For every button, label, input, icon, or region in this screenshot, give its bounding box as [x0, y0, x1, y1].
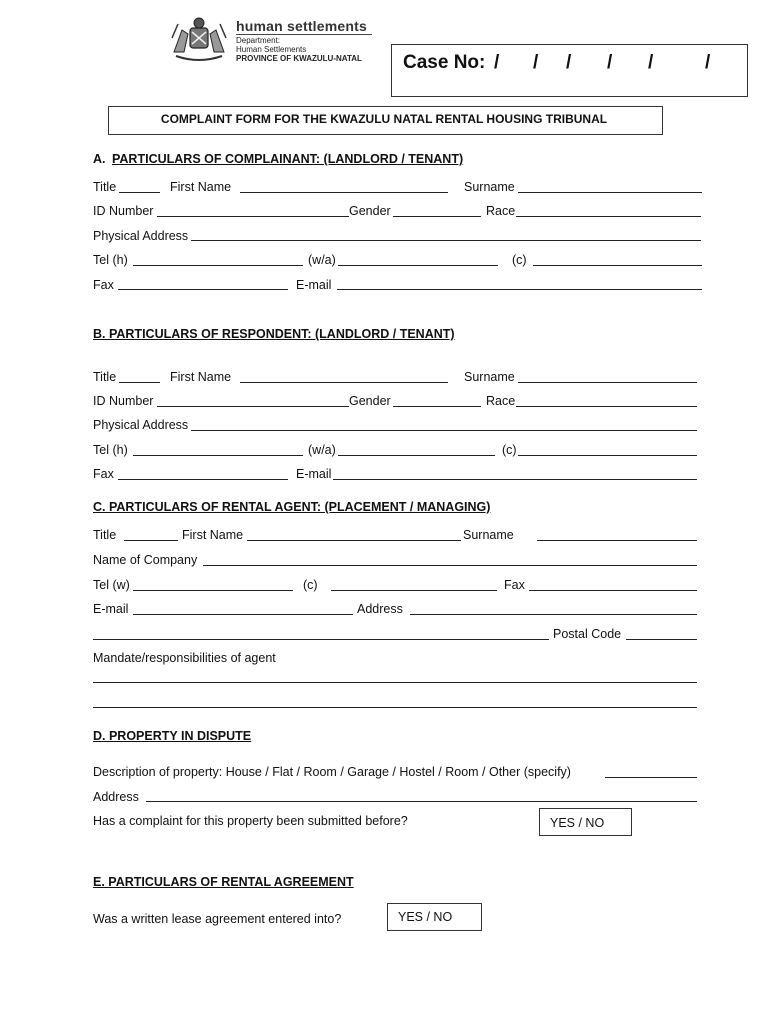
c-fax-field[interactable]	[529, 590, 697, 591]
section-a-prefix: A.	[93, 152, 106, 166]
c-company-field[interactable]	[203, 565, 697, 566]
a-gender-label: Gender	[349, 204, 391, 218]
c-title-field[interactable]	[124, 540, 178, 541]
case-slash-1: /	[494, 52, 500, 73]
b-physical-address-label: Physical Address	[93, 418, 189, 432]
c-fax-label: Fax	[504, 578, 525, 592]
d-description-field[interactable]	[605, 777, 697, 778]
case-slash-5: /	[648, 52, 654, 73]
b-tel-c-field[interactable]	[518, 455, 697, 456]
a-surname-field[interactable]	[518, 192, 702, 193]
c-email-label: E-mail	[93, 602, 129, 616]
d-description-label: Description of property: House / Flat / Room / Garage / Hostel / Room / Other (specify)	[93, 765, 571, 779]
a-first-name-label: First Name	[170, 180, 232, 194]
case-number-label: Case No:	[403, 52, 486, 73]
c-surname-field[interactable]	[537, 540, 697, 541]
c-first-name-field[interactable]	[247, 540, 461, 541]
c-title-label: Title	[93, 528, 117, 542]
c-address-field[interactable]	[410, 614, 697, 615]
a-tel-h-field[interactable]	[133, 265, 303, 266]
c-email-field[interactable]	[133, 614, 353, 615]
logo-department-name: Human Settlements	[236, 45, 307, 54]
b-fax-label: Fax	[93, 467, 114, 481]
b-id-number-label: ID Number	[93, 394, 154, 408]
logo-divider	[236, 34, 372, 35]
b-email-field[interactable]	[333, 479, 697, 480]
c-company-label: Name of Company	[93, 553, 198, 567]
case-slash-6: /	[705, 52, 711, 73]
a-physical-address-field[interactable]	[191, 240, 701, 241]
b-first-name-label: First Name	[170, 370, 232, 384]
c-tel-w-label: Tel (w)	[93, 578, 130, 592]
a-fax-field[interactable]	[118, 289, 288, 290]
c-address-line-2[interactable]	[93, 639, 549, 640]
a-tel-c-label: (c)	[512, 253, 527, 267]
b-tel-wa-label: (w/a)	[308, 443, 336, 457]
a-id-number-label: ID Number	[93, 204, 154, 218]
a-race-label: Race	[486, 204, 516, 218]
logo-department-label: Department:	[236, 36, 281, 45]
b-title-label: Title	[93, 370, 117, 384]
b-tel-h-label: Tel (h)	[93, 443, 128, 457]
form-title: COMPLAINT FORM FOR THE KWAZULU NATAL RENTAL HOUSING TRIBUNAL	[160, 112, 608, 126]
case-slash-4: /	[607, 52, 613, 73]
c-tel-w-field[interactable]	[133, 590, 293, 591]
a-tel-h-label: Tel (h)	[93, 253, 128, 267]
case-slash-3: /	[566, 52, 572, 73]
b-tel-wa-field[interactable]	[338, 455, 495, 456]
c-postal-code-label: Postal Code	[553, 627, 622, 641]
section-e-heading: E. PARTICULARS OF RENTAL AGREEMENT	[93, 875, 354, 889]
a-title-label: Title	[93, 180, 117, 194]
a-fax-label: Fax	[93, 278, 114, 292]
b-fax-field[interactable]	[118, 479, 288, 480]
c-address-label: Address	[357, 602, 403, 616]
section-c-heading: C. PARTICULARS OF RENTAL AGENT: (PLACEMENT / MANAGING)	[93, 500, 491, 514]
b-first-name-field[interactable]	[240, 382, 448, 383]
e-lease-question: Was a written lease agreement entered into?	[93, 912, 342, 926]
a-race-field[interactable]	[516, 216, 701, 217]
a-id-number-field[interactable]	[157, 216, 349, 217]
d-yes-no-option: YES / NO	[550, 816, 605, 830]
d-previous-complaint-question: Has a complaint for this property been submitted before?	[93, 814, 408, 828]
a-physical-address-label: Physical Address	[93, 229, 189, 243]
section-d-heading: D. PROPERTY IN DISPUTE	[93, 729, 252, 743]
c-tel-c-field[interactable]	[331, 590, 497, 591]
b-tel-c-label: (c)	[502, 443, 517, 457]
b-gender-field[interactable]	[393, 406, 481, 407]
b-race-label: Race	[486, 394, 516, 408]
a-email-field[interactable]	[337, 289, 702, 290]
b-gender-label: Gender	[349, 394, 391, 408]
b-physical-address-field[interactable]	[191, 430, 697, 431]
case-slash-2: /	[533, 52, 539, 73]
logo-province: PROVINCE OF KWAZULU-NATAL	[236, 54, 362, 63]
d-address-field[interactable]	[146, 801, 697, 802]
b-title-field[interactable]	[119, 382, 160, 383]
a-gender-field[interactable]	[393, 216, 481, 217]
a-first-name-field[interactable]	[240, 192, 448, 193]
b-surname-field[interactable]	[518, 382, 697, 383]
a-email-label: E-mail	[296, 278, 332, 292]
c-mandate-label: Mandate/responsibilities of agent	[93, 651, 276, 665]
a-tel-wa-label: (w/a)	[308, 253, 336, 267]
b-id-number-field[interactable]	[157, 406, 349, 407]
c-mandate-line-1[interactable]	[93, 682, 697, 683]
d-address-label: Address	[93, 790, 139, 804]
c-surname-label: Surname	[463, 528, 514, 542]
e-yes-no-option: YES / NO	[398, 910, 453, 924]
logo-title: human settlements	[236, 18, 367, 34]
b-surname-label: Surname	[464, 370, 515, 384]
section-b-heading: B. PARTICULARS OF RESPONDENT: (LANDLORD / TENANT)	[93, 327, 455, 341]
c-tel-c-label: (c)	[303, 578, 318, 592]
b-tel-h-field[interactable]	[133, 455, 303, 456]
section-a-heading: PARTICULARS OF COMPLAINANT: (LANDLORD / TENANT)	[112, 152, 464, 166]
c-first-name-label: First Name	[182, 528, 244, 542]
c-mandate-line-2[interactable]	[93, 707, 697, 708]
provincial-coat-of-arms-logo	[168, 16, 230, 62]
a-tel-wa-field[interactable]	[338, 265, 498, 266]
b-race-field[interactable]	[516, 406, 697, 407]
c-postal-code-field[interactable]	[626, 639, 697, 640]
a-title-field[interactable]	[119, 192, 160, 193]
a-tel-c-field[interactable]	[533, 265, 702, 266]
b-email-label: E-mail	[296, 467, 332, 481]
a-surname-label: Surname	[464, 180, 515, 194]
